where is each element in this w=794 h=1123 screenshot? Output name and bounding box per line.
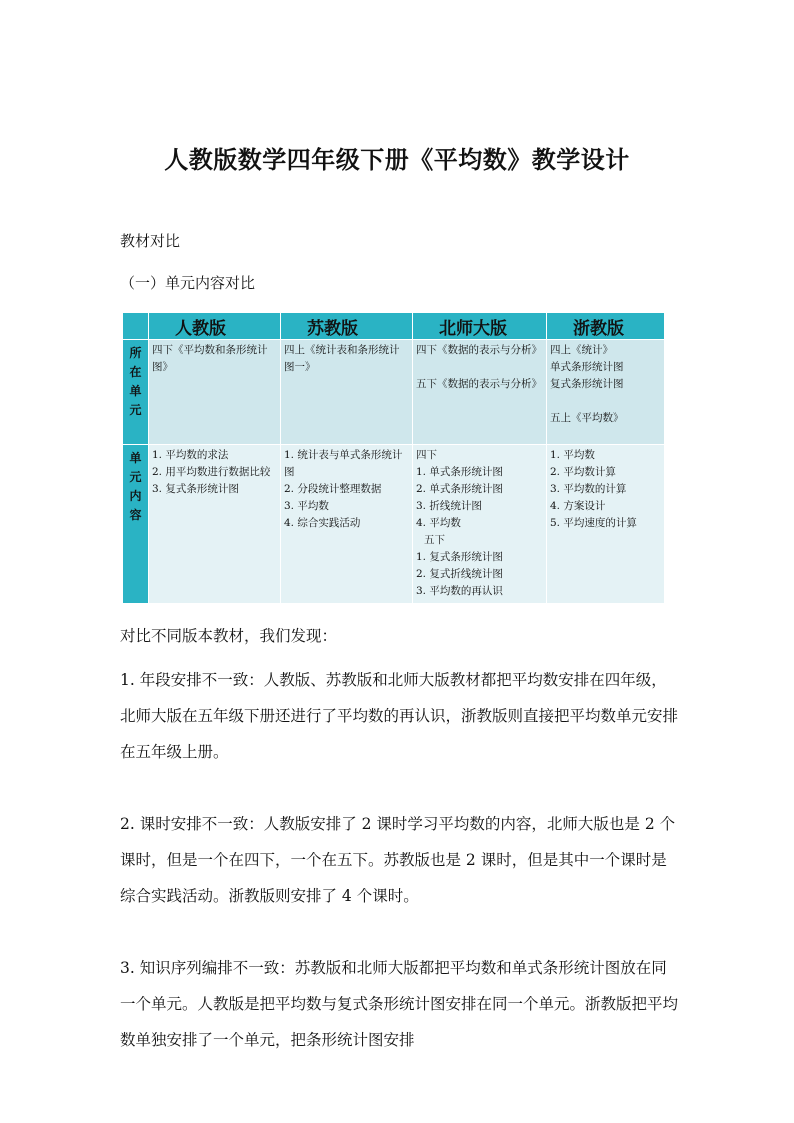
- paragraph-2: 2. 课时安排不一致：人教版安排了 2 课时学习平均数的内容，北师大版也是 2 个课时，但是一个在四下，一个在五下。苏教版也是 2 课时，但是其中一个课时是综合实践活动。浙教版则安排了 4 个课时。: [120, 815, 676, 905]
- paragraph-1: 1. 年段安排不一致：人教版、苏教版和北师大版教材都把平均数安排在四年级，北师大版在五年级下册还进行了平均数的再认识，浙教版则直接把平均数单元安排在五年级上册。: [120, 671, 679, 761]
- paragraph-3: 3. 知识序列编排不一致：苏教版和北师大版都把平均数和单式条形统计图放在同一个单元。人教版是把平均数与复式条形统计图安排在同一个单元。浙教版把平均数单独安排了一个单元，把条形统计图安排: [120, 959, 679, 1049]
- row-label-unit: 所 在 单 元: [123, 340, 149, 445]
- cell-unit-zhejiao: 四上《统计》 单式条形统计图 复式条形统计图 五上《平均数》: [547, 340, 665, 445]
- header-beishi: 北师大版: [413, 313, 547, 340]
- header-renjiao: 人教版: [149, 313, 281, 340]
- cell-unit-beishi: 四下《数据的表示与分析》 五下《数据的表示与分析》: [413, 340, 547, 445]
- cell-content-beishi: 四下 1. 单式条形统计图 2. 单式条形统计图 3. 折线统计图 4. 平均数 五下 1. 复式条形统计图 2. 复式折线统计图 3. 平均数的再认识: [413, 445, 547, 604]
- cell-content-zhejiao: 1. 平均数 2. 平均数计算 3. 平均数的计算 4. 方案设计 5. 平均速度的计算: [547, 445, 665, 604]
- table-header-row: [123, 313, 665, 340]
- cell-unit-renjiao: 四下《平均数和条形统计图》: [149, 340, 281, 445]
- comparison-table: [122, 312, 665, 604]
- cell-content-sujiao: 1. 统计表与单式条形统计图 2. 分段统计整理数据 3. 平均数 4. 综合实践活动: [281, 445, 413, 604]
- cell-unit-sujiao: 四上《统计表和条形统计图一》: [281, 340, 413, 445]
- table-row-content: [123, 445, 665, 604]
- section-heading: 教材对比: [120, 232, 181, 250]
- page-title: 人教版数学四年级下册《平均数》教学设计: [164, 146, 630, 174]
- table-row-unit: [123, 340, 665, 445]
- cell-content-renjiao: 1. 平均数的求法 2. 用平均数进行数据比较 3. 复式条形统计图: [149, 445, 281, 604]
- intro-text: 对比不同版本教材，我们发现：: [120, 627, 338, 645]
- subsection-heading: （一）单元内容对比: [120, 274, 256, 292]
- row-label-content: 单 元 内 容: [123, 445, 149, 604]
- header-sujiao: 苏教版: [281, 313, 413, 340]
- table-corner-cell: [123, 313, 149, 340]
- header-zhejiao: 浙教版: [547, 313, 665, 340]
